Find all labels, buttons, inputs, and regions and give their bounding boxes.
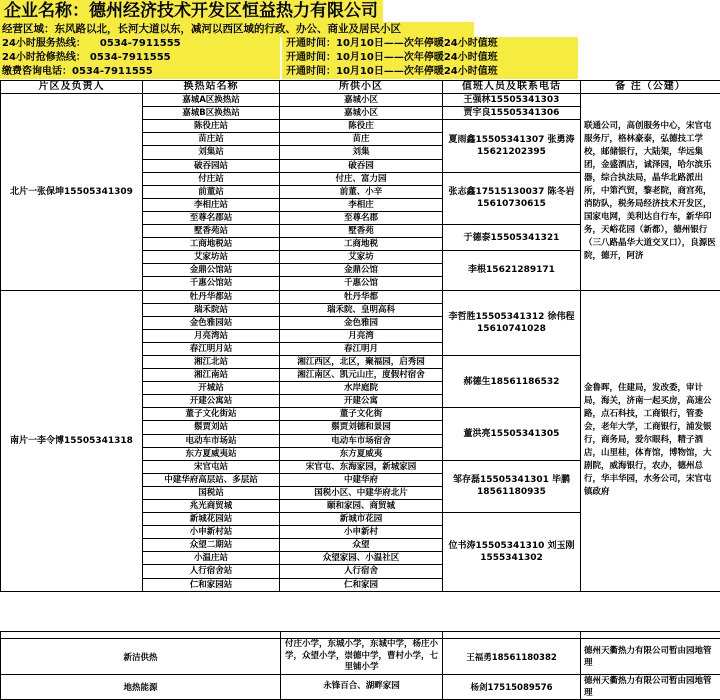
station-table (0, 80, 720, 592)
table-header-row (1, 81, 720, 94)
payment-hotline-phone: 0534-7911555 (72, 66, 153, 77)
station-name: 兆光商贸城 (143, 500, 280, 513)
duty-contact: 张志鑫17515130037 陈冬岩15610730615 (443, 172, 581, 224)
public-buildings-note: 联通公司，高创服务中心，宋官屯服务厅，格林豪泰，弘德技工学校，邮储银行，大陆架，华远集团，金盛酒店，诚泽园，哈尔滨乐器，综合执法局，晶华北路派出所，中第汽贸，黎老院，商宫苑，消防队，税务局经济技术开发区，国家电网，美利达自行车，新华印务，天峪花园（新都），德州银行（三八路晶华大道交叉口），良源医院，德开，阿济 (581, 94, 720, 290)
community-name: 工商地税 (280, 238, 443, 251)
community-name: 苗庄 (280, 133, 443, 146)
service-hotline-label: 24小时服务热线： (2, 38, 86, 49)
community-name: 破吞园 (280, 159, 443, 172)
station-name: 仁和家园站 (143, 578, 280, 591)
duty-contact: 董洪亮15505341305 (443, 408, 581, 460)
header-note: 备 注（公建） (581, 81, 720, 94)
station-name: 湘江南站 (143, 369, 280, 382)
station-name: 金色雅园站 (143, 316, 280, 329)
station-name: 艾家坊站 (143, 251, 280, 264)
station-name: 工商地税站 (143, 238, 280, 251)
service-hotline-period: 开通时间：10月10日——次年停暖24小时值班 (282, 37, 578, 51)
community-name: 新城市花园 (280, 513, 443, 526)
zone-manager: 北片一张保坤15505341309 (1, 94, 143, 290)
community-name: 中建华府 (280, 473, 443, 486)
community-name: 人行宿舍 (280, 565, 443, 578)
station-name: 瑞禾院站 (143, 303, 280, 316)
community-name: 付庄、富力园 (280, 172, 443, 185)
community-name: 鬃贾刘德和景园 (280, 421, 443, 434)
table-row (1, 675, 720, 700)
repair-hotline-phone: 0534-7911555 (90, 52, 171, 63)
company-label: 企业名称： (4, 1, 89, 21)
station-name: 春江明月站 (143, 342, 280, 355)
station-name: 前董站 (143, 185, 280, 198)
station-name: 千惠公馆站 (143, 277, 280, 290)
station-name: 李相庄站 (143, 198, 280, 211)
extra-supplier-name: 新洁供热 (1, 639, 281, 675)
station-name: 月亮湾站 (143, 329, 280, 342)
station-name: 中建华府高层站、多层站 (143, 473, 280, 486)
repair-hotline-row (0, 51, 280, 65)
community-name: 东方夏威夷 (280, 447, 443, 460)
station-name: 破吞园站 (143, 159, 280, 172)
station-name: 小申新村站 (143, 526, 280, 539)
station-name: 小温庄站 (143, 552, 280, 565)
extra-note: 德州天衢热力有限公司暂由园地管理 (581, 675, 720, 700)
community-name: 牡丹华都 (280, 290, 443, 303)
community-name: 瑞禾院、皇明高科 (280, 303, 443, 316)
community-name: 董子文化街 (280, 408, 443, 421)
header-community: 所供小区 (280, 81, 443, 94)
community-name: 湘江西区，北区，聚福园，启秀园 (280, 355, 443, 368)
duty-contact: 于德泰15505341321 (443, 225, 581, 251)
extra-community: 永锋百合、湖畔家园 (281, 675, 443, 700)
station-name: 开建公寓站 (143, 395, 280, 408)
station-name: 付庄站 (143, 172, 280, 185)
station-name: 电动车市场站 (143, 434, 280, 447)
community-name: 前董、小辛 (280, 185, 443, 198)
payment-hotline-label: 缴费咨询电话： (2, 66, 72, 77)
service-area: 经营区域：东风路以北，长河大道以东，减河以西区域的行政、办公、商业及居民小区 (0, 22, 474, 37)
station-name: 开城站 (143, 382, 280, 395)
header-contact: 值班人员及联系电话 (443, 81, 581, 94)
community-name: 至尊名郡 (280, 211, 443, 224)
station-name: 国税站 (143, 486, 280, 499)
station-name: 嘉城B区换热站 (143, 107, 280, 120)
community-name: 湘江南区、凯元山庄，度假村宿舍 (280, 369, 443, 382)
duty-contact: 李哲胜15505341312 徐伟程15610741028 (443, 290, 581, 355)
duty-contact: 贾宇良15505341306 (443, 107, 581, 120)
header-zone: 片区及负责人 (1, 81, 143, 94)
community-name: 众望家园、小温社区 (280, 552, 443, 565)
station-name: 鬃贾刘站 (143, 421, 280, 434)
community-name: 国税小区、中建华府北片 (280, 486, 443, 499)
station-table-body (1, 81, 720, 592)
community-name: 金鼎公馆 (280, 264, 443, 277)
public-buildings-note: 金鲁晖，住建局，发改委，审计局，海关，济南一起买房，高速公路，点石科技，工商银行，管委会，老年大学，工商银行，浦发银行，商务局，爱尔眼科，精子酒店，山里桂，体育馆，博物馆，大剧院，威海银行，农办，德州总行，华丰华园，水务公司，宋官屯镇政府 (581, 290, 720, 591)
station-name: 苗庄站 (143, 133, 280, 146)
station-name: 众望二期站 (143, 539, 280, 552)
duty-contact: 夏雨鑫15505341307 张勇涛15621202395 (443, 120, 581, 172)
community-name: 金色雅园 (280, 316, 443, 329)
community-name: 李相庄 (280, 198, 443, 211)
community-name: 宋官屯、东海家园，新城家园 (280, 460, 443, 473)
repair-hotline-label: 24小时抢修热线： (2, 52, 86, 63)
community-name: 小申新村 (280, 526, 443, 539)
community-name: 月亮湾 (280, 329, 443, 342)
duty-contact: 李根15621289171 (443, 251, 581, 290)
community-name: 众望 (280, 539, 443, 552)
station-name: 董子文化街站 (143, 408, 280, 421)
duty-contact: 王强林15505341303 (443, 94, 581, 107)
community-name: 嘉城小区 (280, 107, 443, 120)
station-name: 至尊名郡站 (143, 211, 280, 224)
community-name: 艾家坊 (280, 251, 443, 264)
community-name: 春江明月 (280, 342, 443, 355)
community-name: 嘉城小区 (280, 94, 443, 107)
station-name: 宋官屯站 (143, 460, 280, 473)
table-row (1, 290, 720, 303)
station-name: 刘集站 (143, 146, 280, 159)
station-name: 人行宿舍站 (143, 565, 280, 578)
community-name: 墅香苑 (280, 225, 443, 238)
extra-supply-table (0, 631, 720, 700)
station-name: 新城花园站 (143, 513, 280, 526)
community-name: 水岸庭院 (280, 382, 443, 395)
extra-contact: 杨剑17515089576 (443, 675, 581, 700)
table-row (1, 94, 720, 107)
station-name: 湘江北站 (143, 355, 280, 368)
station-name: 东方夏威夷站 (143, 447, 280, 460)
duty-contact: 郝德生18561186532 (443, 355, 581, 407)
community-name: 电动车市场宿舍 (280, 434, 443, 447)
community-name: 千惠公馆 (280, 277, 443, 290)
station-name: 牡丹华都站 (143, 290, 280, 303)
station-name: 嘉城A区换热站 (143, 94, 280, 107)
company-row (0, 0, 383, 22)
community-name: 刘集 (280, 146, 443, 159)
zone-manager: 南片一李令博15505341318 (1, 290, 143, 591)
station-name: 金鼎公馆站 (143, 264, 280, 277)
company-name: 德州经济技术开发区恒益热力有限公司 (89, 1, 378, 21)
duty-contact: 位书涛15505341310 刘玉刚1555341302 (443, 513, 581, 592)
extra-supplier-name: 地热能源 (1, 675, 281, 700)
table-row (1, 632, 720, 639)
header-station: 换热站名称 (143, 81, 280, 94)
table-row (1, 639, 720, 675)
service-hotline-row (0, 37, 280, 51)
duty-contact: 邹存磊15505341301 毕鹏18561180935 (443, 460, 581, 512)
station-name: 陈役庄站 (143, 120, 280, 133)
community-name: 颐和家园、商贸城 (280, 500, 443, 513)
extra-community: 付庄小学，东城小学，东城中学，杨庄小学，众望小学，崇德中学，曹村小学，七里铺小学 (281, 639, 443, 675)
payment-hotline-row (0, 65, 280, 79)
repair-hotline-period: 开通时间：10月10日——次年停暖24小时值班 (282, 51, 578, 65)
service-hotline-phone: 0534-7911555 (100, 38, 181, 49)
community-name: 陈役庄 (280, 120, 443, 133)
community-name: 开建公寓 (280, 395, 443, 408)
extra-note: 德州天衢热力有限公司暂由园地管理 (581, 639, 720, 675)
payment-hotline-period: 开通时间：10月10日——次年停暖24小时值班 (282, 65, 578, 79)
community-name: 仁和家园 (280, 578, 443, 591)
extra-contact: 王福勇18561180382 (443, 639, 581, 675)
station-name: 墅香苑站 (143, 225, 280, 238)
